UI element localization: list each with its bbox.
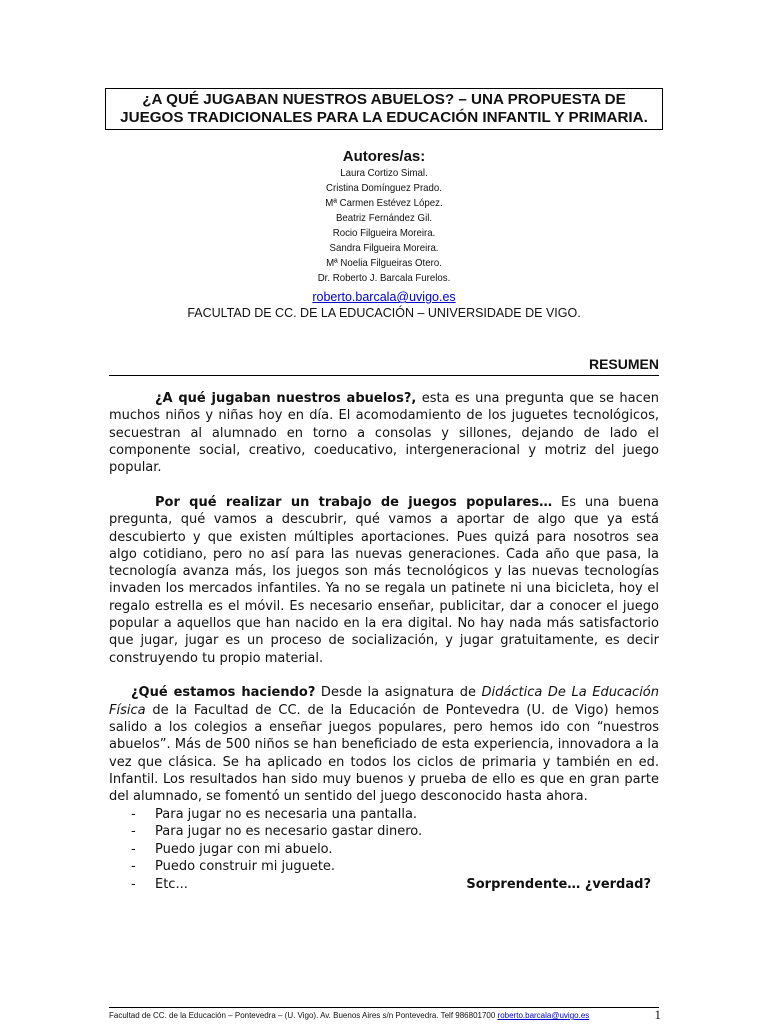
list-item-text: Para jugar no es necesaria una pantalla. xyxy=(155,806,418,822)
faculty-affiliation: FACULTAD DE CC. DE LA EDUCACIÓN – UNIVERSIDADE DE VIGO. xyxy=(187,306,581,320)
title-line-2: JUEGOS TRADICIONALES PARA LA EDUCACIÓN INFANTIL Y PRIMARIA. xyxy=(120,109,648,126)
author-name: Dr. Roberto J. Barcala Furelos. xyxy=(317,272,451,284)
list-dash: - xyxy=(131,824,136,840)
list-item-text: Puedo construir mi juguete. xyxy=(155,859,336,875)
paragraph-3-lead: ¿Qué estamos haciendo? xyxy=(131,685,316,701)
author-name: Beatriz Fernández Gil. xyxy=(335,212,433,224)
footer-address: Facultad de CC. de la Educación – Pontevedra – (U. Vigo). Av. Buenos Aires s/n Pontevedra. Telf 986801700 xyxy=(109,1011,498,1020)
paragraph-1-lead: ¿A qué jugaban nuestros abuelos?, xyxy=(155,391,417,406)
paragraph-1-text: esta es una pregunta que se hacen muchos niños y niñas hoy en día. El acomodamiento de los juguetes tecnológicos, secuestran al alumnado en torno a consolas y sillones, dejando de lado el componente social, creativo, coeducativo, intergeneracional y motriz del juego popular. xyxy=(109,391,659,476)
author-name: Cristina Domínguez Prado. xyxy=(326,182,442,194)
list-item xyxy=(109,858,659,876)
section-heading-resumen: RESUMEN xyxy=(109,356,659,376)
list-item xyxy=(109,806,659,824)
paragraph-3 xyxy=(109,684,659,805)
list-dash: - xyxy=(131,876,136,892)
paragraph-3-text-b: de la Facultad de CC. de la Educación de Pontevedra (U. de Vigo) hemos salido a los colegios a enseñar juegos populares, pero hemos ido con “nuestros abuelos”. Más de 500 niños se han beneficiado de esta experiencia, innovadora a la vez que clásica. Se ha aplicado en todos los ciclos de primaria y también en ed. Infantil. Los resultados han sido muy buenos y prueba de ello es que en gran parte del alumnado, se fomentó un sentido del juego desconocido hasta ahora. xyxy=(109,702,659,805)
paragraph-1 xyxy=(109,390,659,476)
paragraph-2-lead: Por qué realizar un trabajo de juegos populares… xyxy=(155,494,553,510)
list-dash: - xyxy=(131,806,136,822)
list-item xyxy=(109,841,659,859)
author-name: Sandra Filgueira Moreira. xyxy=(329,242,439,254)
paragraph-3-text-a: Desde la asignatura de xyxy=(315,685,482,701)
paragraph-3-course-name: Didáctica De La Educación Física xyxy=(109,685,660,718)
bullet-list xyxy=(109,806,659,894)
list-item-text: Puedo jugar con mi abuelo. xyxy=(155,841,333,857)
author-name: Rocio Filgueira Moreira. xyxy=(332,227,436,239)
author-name: Mª Carmen Estévez López. xyxy=(325,197,443,209)
list-dash: - xyxy=(131,841,136,857)
title-box xyxy=(105,88,663,130)
author-email-link[interactable]: roberto.barcala@uvigo.es xyxy=(312,290,456,304)
closing-remark: Sorprendente… ¿verdad? xyxy=(466,876,651,892)
list-item xyxy=(109,823,659,841)
abstract-body xyxy=(109,390,659,894)
page-footer xyxy=(109,1007,659,1021)
authors-heading: Autores/as: xyxy=(342,148,426,165)
author-name: Laura Cortizo Simal. xyxy=(340,167,428,179)
author-name: Mª Noelia Filgueiras Otero. xyxy=(326,257,442,269)
footer-email-link[interactable]: roberto.barcala@uvigo.es xyxy=(497,1011,590,1020)
authors-block xyxy=(0,148,768,321)
list-dash: - xyxy=(131,859,136,875)
list-item-text: Etc... xyxy=(155,876,188,892)
title-line-1: ¿A QUÉ JUGABAN NUESTROS ABUELOS? – UNA PROPUESTA DE xyxy=(142,91,626,108)
page-number: 1 xyxy=(654,1007,661,1022)
list-item-text: Para jugar no es necesario gastar dinero. xyxy=(155,824,423,840)
list-item xyxy=(109,876,659,894)
paragraph-2 xyxy=(109,494,659,667)
paragraph-2-text: Es una buena pregunta, qué vamos a descubrir, qué vamos a aportar de algo que ya está descubierto y que existen múltiples aportaciones. Pues quizá para nosotros sea algo cotidiano, pero no así para las nuevas generaciones. Cada año que pasa, la tecnología avanza más, los juegos son más tecnológicos y las nuevas tecnologías invaden los mercados infantiles. Ya no se regala un patinete ni una bicicleta, hoy el regalo estrella es el móvil. Es necesario enseñar, publicitar, dar a conocer el juego popular a aquellos que han nacido en la era digital. No hay nada más satisfactorio que jugar, jugar es un proceso de socialización, y jugar gratuitamente, es decir construyendo tu propio material. xyxy=(109,494,659,666)
